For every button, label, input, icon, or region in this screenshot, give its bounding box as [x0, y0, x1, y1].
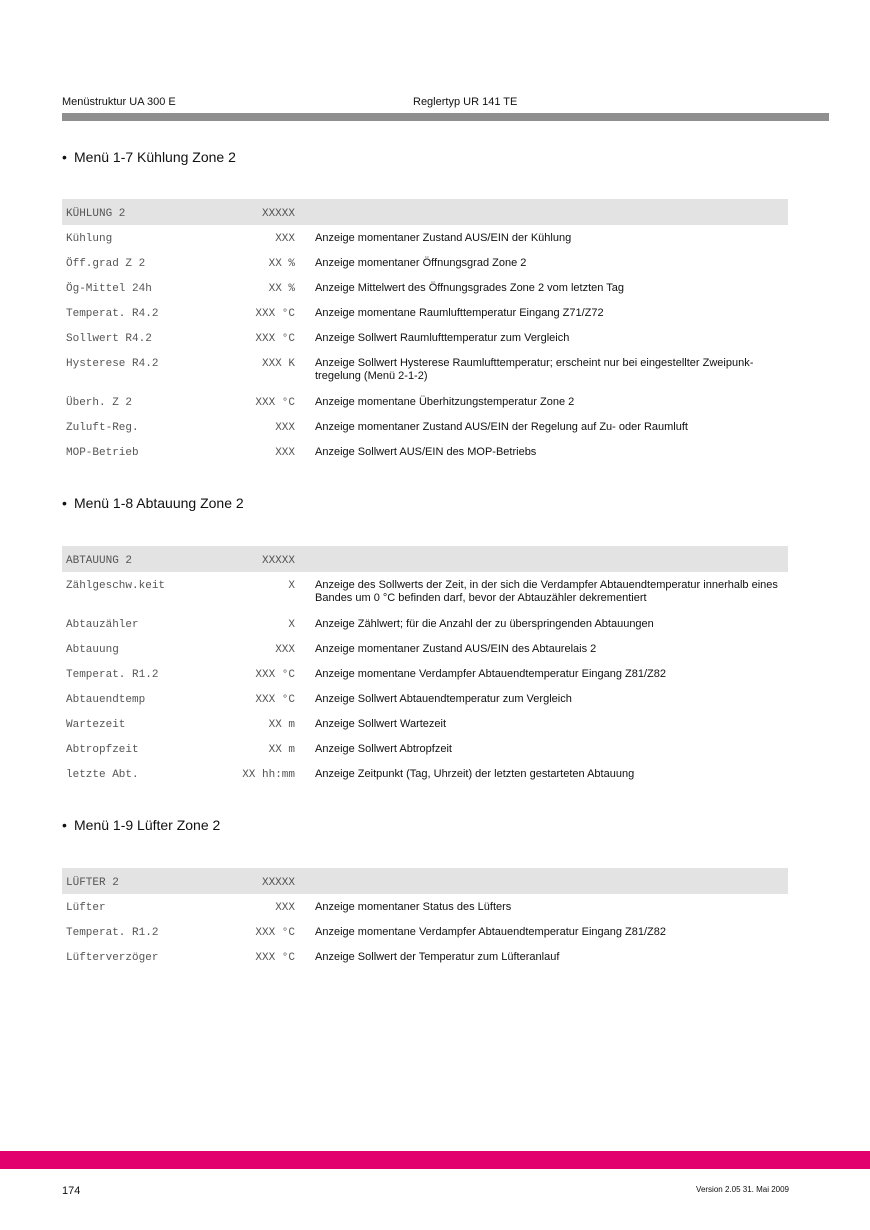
- table-row: Zählgeschw.keit X Anzeige des Sollwerts der Zeit, in der sich die Verdampfer Abtauendtemperatur innerhalb eines Bandes um 0 °C befinden darf, bevor der Abtauzähler dekrementiert: [66, 579, 778, 604]
- header-right: Reglertyp UR 141 TE: [413, 96, 518, 108]
- version-info: Version 2.05 31. Mai 2009: [696, 1185, 789, 1194]
- table-header-row: [62, 199, 788, 225]
- section-title: • Menü 1-9 Lüfter Zone 2: [62, 817, 221, 833]
- table-row: Kühlung XXX Anzeige momentaner Zustand AUS/EIN der Kühlung: [66, 232, 572, 245]
- table-row: Lüfterverzöger XXX °C Anzeige Sollwert der Temperatur zum Lüfteranlauf: [66, 951, 560, 964]
- table-header-value: XXXXX: [261, 555, 295, 567]
- header-rule: [62, 113, 829, 121]
- table-row: Abtauendtemp XXX °C Anzeige Sollwert Abtauendtemperatur zum Vergleich: [66, 693, 572, 706]
- table-row: MOP-Betrieb XXX Anzeige Sollwert AUS/EIN des MOP-Betriebs: [66, 446, 537, 459]
- table-header-name: LÜFTER 2: [66, 877, 119, 889]
- table-row: Öff.grad Z 2 XX % Anzeige momentaner Öffnungsgrad Zone 2: [66, 257, 527, 270]
- footer-accent-bar: [0, 1151, 870, 1169]
- table-row: Abtauzähler X Anzeige Zählwert; für die Anzahl der zu überspringenden Abtauungen: [66, 618, 654, 631]
- table-row: Überh. Z 2 XXX °C Anzeige momentane Überhitzungstemperatur Zone 2: [66, 396, 575, 409]
- bullet-icon: •: [62, 149, 67, 165]
- table-row: letzte Abt. XX hh:mm Anzeige Zeitpunkt (Tag, Uhrzeit) der letzten gestarteten Abtauung: [66, 768, 635, 781]
- table-row: Temperat. R4.2 XXX °C Anzeige momentane Raumlufttemperatur Eingang Z71/Z72: [66, 307, 604, 320]
- table-row: Lüfter XXX Anzeige momentaner Status des Lüfters: [66, 901, 512, 914]
- page-number: 174: [62, 1185, 81, 1197]
- page-header: [62, 96, 828, 110]
- section-title: • Menü 1-7 Kühlung Zone 2: [62, 149, 236, 165]
- bullet-icon: •: [62, 495, 67, 511]
- table-header-row: [62, 868, 788, 894]
- table-row: Zuluft-Reg. XXX Anzeige momentaner Zustand AUS/EIN der Regelung auf Zu- oder Raumluft: [66, 421, 688, 434]
- table-header-name: ABTAUUNG 2: [66, 555, 133, 567]
- section-title: • Menü 1-8 Abtauung Zone 2: [62, 495, 244, 511]
- table-row: Hysterese R4.2 XXX K Anzeige Sollwert Hysterese Raumlufttemperatur; erscheint nur bei eingestellter Zweipunk-tregelung (Menü 2-1-2): [66, 357, 754, 382]
- table-row: Abtauung XXX Anzeige momentaner Zustand AUS/EIN des Abtaurelais 2: [66, 643, 597, 656]
- table-header-value: XXXXX: [261, 877, 295, 889]
- table-header-value: XXXXX: [261, 208, 295, 220]
- table-row: Temperat. R1.2 XXX °C Anzeige momentane Verdampfer Abtauendtemperatur Eingang Z81/Z82: [66, 668, 667, 681]
- menu-table-abtauung: [62, 546, 788, 786]
- menu-table-kuehlung: [62, 199, 788, 464]
- table-header-row: [62, 546, 788, 572]
- table-row: Sollwert R4.2 XXX °C Anzeige Sollwert Raumlufttemperatur zum Vergleich: [66, 332, 570, 345]
- header-left: Menüstruktur UA 300 E: [62, 96, 176, 108]
- table-row: Abtropfzeit XX m Anzeige Sollwert Abtropfzeit: [66, 743, 452, 756]
- table-header-name: KÜHLUNG 2: [66, 208, 126, 220]
- table-row: Ög-Mittel 24h XX % Anzeige Mittelwert des Öffnungsgrades Zone 2 vom letzten Tag: [66, 282, 624, 295]
- table-row: Temperat. R1.2 XXX °C Anzeige momentane Verdampfer Abtauendtemperatur Eingang Z81/Z82: [66, 926, 667, 939]
- menu-table-luefter: [62, 868, 788, 969]
- bullet-icon: •: [62, 817, 67, 833]
- table-row: Wartezeit XX m Anzeige Sollwert Wartezeit: [66, 718, 447, 731]
